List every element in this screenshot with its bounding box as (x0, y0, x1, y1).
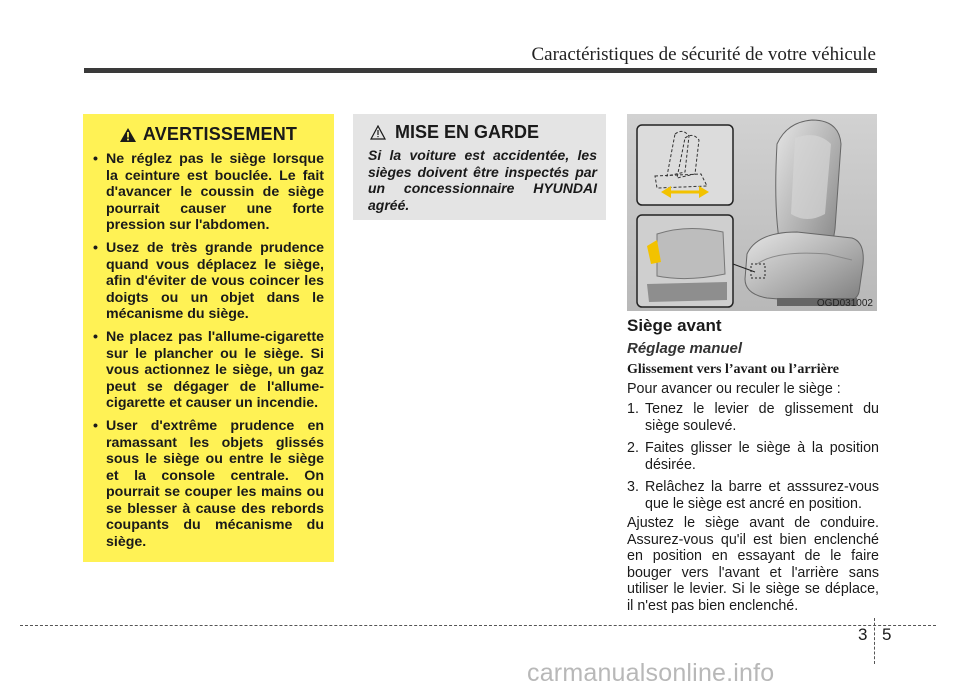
body-paragraph: Ajustez le siège avant de conduire. Assurez-vous qu'il est bien enclenché en position en essayant de le faire bouger vers l'avant et l'arrière sans utiliser le levier. Si le siège se déplace, il n'est pas bien enclenché. (627, 515, 879, 614)
page-number: 5 (882, 625, 892, 644)
warning-item: • User d'extrême prudence en ramassant les objets glissés sous le siège ou entre le siège et la console centrale. On pourrait se couper les mains ou se blesser à cause des rebords coupants du mécanisme du siège. (92, 418, 324, 551)
watermark: carmanualsonline.info (527, 659, 775, 687)
caution-title: MISE EN GARDE (395, 122, 540, 142)
step-number: 3. (627, 479, 639, 495)
caution-box (353, 114, 606, 220)
warning-item: • Usez de très grande prudence quand vous déplacez le siège, afin d'éviter de vous coincer les doigts ou un objet dans le mécanisme du siège. (92, 240, 324, 323)
section-heading: Siège avant (627, 316, 722, 335)
step-item (627, 440, 879, 473)
step-text: Relâchez la barre et asssurez-vous que le siège est ancré en position. (645, 479, 879, 512)
step-number: 2. (627, 440, 639, 456)
warning-header (92, 124, 324, 145)
figure-code: OGD031002 (816, 298, 873, 309)
step-item (627, 401, 879, 434)
warning-item: • Ne réglez pas le siège lorsque la ceinture est bouclée. Le fait d'avancer le coussin de siège pourrait causer une forte pression sur l'abdomen. (92, 151, 324, 234)
section-subheading: Réglage manuel (627, 340, 743, 357)
footer-divider (874, 618, 875, 664)
topic-heading: Glissement vers l’avant ou l’arrière (627, 362, 840, 377)
step-item (627, 479, 879, 512)
header-title: Caractéristiques de sécurité de votre véhicule (531, 44, 876, 65)
step-text: Faites glisser le siège à la position désirée. (645, 440, 879, 473)
intro-text: Pour avancer ou reculer le siège : (627, 381, 841, 397)
footer-rule (20, 625, 936, 626)
warning-box (83, 114, 334, 562)
seat-illustration (627, 114, 877, 311)
caution-triangle-icon (370, 125, 386, 140)
warning-list (92, 151, 324, 551)
step-number: 1. (627, 401, 639, 417)
warning-title: AVERTISSEMENT (142, 124, 298, 144)
seat-drawing (627, 114, 877, 311)
caution-text: Si la voiture est accidentée, les sièges doivent être inspectés par un concessionnaire HYUNDAI agréé. (368, 147, 597, 213)
warning-triangle-icon (119, 127, 137, 143)
steps-list (627, 401, 879, 518)
header-rule (84, 68, 877, 73)
chapter-number: 3 (858, 625, 868, 644)
caution-header (370, 122, 597, 143)
step-text: Tenez le levier de glissement du siège soulevé. (645, 401, 879, 434)
warning-item: • Ne placez pas l'allume-cigarette sur le plancher ou le siège. Si vous actionnez le siège, un gaz peut se dégager de l'allume-cigarette et causer un incendie. (92, 329, 324, 412)
